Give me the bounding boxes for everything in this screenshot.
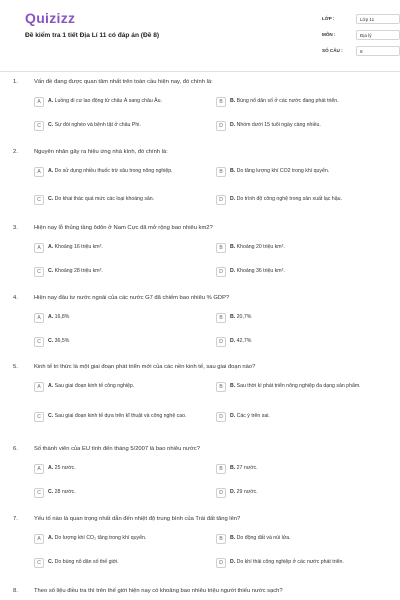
answer-option-d[interactable] (216, 558, 386, 568)
option-body: Sự đói nghèo và bệnh tật ở châu Phi. (54, 122, 141, 128)
option-letter-badge: B (216, 464, 226, 474)
meta-label: SỐ CÂU : (322, 48, 343, 53)
option-key: A. (48, 465, 54, 471)
option-text (48, 243, 103, 251)
option-key: A. (48, 535, 54, 541)
answer-option-d[interactable] (216, 337, 386, 347)
option-text (230, 267, 285, 275)
option-key: D. (230, 122, 236, 128)
answer-option-d[interactable] (216, 488, 386, 498)
option-body: Do trình độ công nghệ trong sản xuất lạc hậu. (236, 196, 342, 202)
option-letter-badge: A (34, 243, 44, 253)
answer-option-c[interactable] (34, 121, 204, 131)
answer-option-c[interactable] (34, 412, 204, 422)
option-key: A. (48, 244, 54, 250)
option-key: B. (230, 244, 236, 250)
question-number: 8. (13, 588, 18, 594)
answer-option-c[interactable] (34, 488, 204, 498)
option-letter-badge: A (34, 167, 44, 177)
option-letter-badge: B (216, 534, 226, 544)
subject-field: Địa lý (356, 30, 400, 40)
option-text (48, 313, 69, 321)
option-body: Khoảng 20 triệu km². (236, 244, 285, 250)
option-letter-badge: D (216, 412, 226, 422)
option-key: C. (48, 196, 54, 202)
option-key: A. (48, 168, 54, 174)
option-letter-badge: D (216, 337, 226, 347)
question-number: 4. (13, 295, 18, 301)
meta-row-count (322, 44, 400, 57)
option-body: Do động đất và núi lửa. (236, 535, 291, 541)
question-number: 6. (13, 446, 18, 452)
answer-option-b[interactable] (216, 243, 386, 253)
answer-option-d[interactable] (216, 195, 386, 205)
question-number: 7. (13, 516, 18, 522)
option-body: 36,5% (54, 338, 70, 344)
question-number: 3. (13, 225, 18, 231)
question-text: Yếu tố nào là quan trọng nhất dẫn đến nhiệt độ trung bình của Trái đất tăng lên? (34, 516, 241, 522)
option-body: Luồng di cư lao động từ châu Á sang châu Âu. (54, 98, 162, 104)
option-text (230, 167, 329, 175)
answer-option-d[interactable] (216, 121, 386, 131)
option-key: D. (230, 559, 236, 565)
quizizz-logo: Quizizz (25, 10, 76, 26)
option-body: Sau giai đoạn kinh tế công nghiệp. (54, 383, 135, 389)
option-key: D. (230, 196, 236, 202)
option-text (48, 534, 146, 542)
option-body: Nhóm dưới 15 tuổi ngày càng nhiều. (236, 122, 321, 128)
answer-option-b[interactable] (216, 97, 386, 107)
option-key: A. (48, 98, 54, 104)
option-text (48, 167, 173, 175)
answer-option-a[interactable] (34, 97, 204, 107)
answer-option-c[interactable] (34, 195, 204, 205)
option-key: D. (230, 489, 236, 495)
question-text: Theo số liệu điều tra thì trên thế giới hiện nay có khoảng bao nhiêu triệu người thiếu nước sạch? (34, 588, 283, 594)
option-body: 25 nước. (54, 465, 76, 471)
option-letter-badge: B (216, 167, 226, 177)
option-text (48, 488, 76, 496)
meta-label: MÔN : (322, 32, 336, 37)
answer-option-d[interactable] (216, 412, 386, 422)
question-text: Hiện nay lỗ thủng tầng ôdôn ở Nam Cực đã mở rộng bao nhiêu km2? (34, 225, 213, 231)
option-letter-badge: D (216, 121, 226, 131)
option-body: Các ý trên sai. (236, 413, 270, 419)
option-text (48, 121, 141, 129)
answer-option-b[interactable] (216, 534, 386, 544)
answer-option-c[interactable] (34, 558, 204, 568)
question-text: Số thành viên của EU tính đến tháng 5/2007 là bao nhiêu nước? (34, 446, 200, 452)
option-body: Do khai thác quá mức các loại khoáng sản. (54, 196, 155, 202)
worksheet-header (12, 0, 388, 62)
answer-option-a[interactable] (34, 534, 204, 544)
answer-option-c[interactable] (34, 337, 204, 347)
option-body: Sau giai đoạn kinh tế dựa trên kĩ thuật và công nghệ cao. (54, 413, 187, 419)
option-key: D. (230, 268, 236, 274)
class-field: Lớp 11 (356, 14, 400, 24)
option-letter-badge: A (34, 534, 44, 544)
option-letter-badge: C (34, 558, 44, 568)
option-body: Do tăng lượng khí CO2 trong khí quyển. (236, 168, 330, 174)
question-text: Hiện nay đầu tư nước ngoài của các nước G7 đã chiếm bao nhiêu % GDP? (34, 295, 230, 301)
option-body: 20,7% (236, 314, 252, 320)
option-text (230, 97, 339, 105)
header-divider (0, 71, 400, 72)
option-letter-badge: C (34, 267, 44, 277)
option-text (230, 313, 251, 321)
option-letter-badge: C (34, 488, 44, 498)
option-body: Do khí thải công nghiệp ở các nước phát triển. (236, 559, 344, 565)
meta-label: LỚP : (322, 16, 335, 21)
option-key: C. (48, 338, 54, 344)
question-number: 5. (13, 364, 18, 370)
option-letter-badge: D (216, 267, 226, 277)
option-key: B. (230, 98, 236, 104)
option-text (230, 382, 361, 390)
option-body: Do lượng khí CO₂ tăng trong khí quyển. (54, 535, 147, 541)
option-body: 16,8% (54, 314, 70, 320)
option-text (230, 121, 321, 129)
question-number: 1. (13, 79, 18, 85)
option-letter-badge: B (216, 313, 226, 323)
option-key: C. (48, 268, 54, 274)
option-text (230, 464, 258, 472)
option-text (230, 534, 291, 542)
meta-row-subject (322, 28, 400, 41)
option-body: 27 nước. (236, 465, 258, 471)
option-letter-badge: B (216, 97, 226, 107)
option-letter-badge: C (34, 121, 44, 131)
option-text (48, 195, 154, 203)
option-letter-badge: A (34, 464, 44, 474)
option-key: A. (48, 314, 54, 320)
option-letter-badge: B (216, 243, 226, 253)
option-text (48, 412, 186, 420)
option-body: 28 nước. (54, 489, 76, 495)
answer-option-b[interactable] (216, 382, 386, 392)
option-body: Do bùng nổ dân số thế giới. (54, 559, 119, 565)
option-body: 42,7% (236, 338, 252, 344)
option-text (230, 558, 344, 566)
option-letter-badge: D (216, 488, 226, 498)
option-key: A. (48, 383, 54, 389)
option-text (230, 243, 285, 251)
option-key: B. (230, 314, 236, 320)
option-text (48, 558, 119, 566)
option-key: B. (230, 465, 236, 471)
option-text (48, 267, 103, 275)
option-text (230, 412, 270, 420)
option-key: B. (230, 383, 236, 389)
option-body: Bùng nổ dân số ở các nước đang phát triển. (236, 98, 339, 104)
option-letter-badge: C (34, 412, 44, 422)
option-letter-badge: A (34, 313, 44, 323)
option-letter-badge: D (216, 558, 226, 568)
option-key: C. (48, 413, 54, 419)
question-text: Kinh tế tri thức là một giai đoạn phát triển mới của các nền kinh tế, sau giai đoạn nào? (34, 364, 256, 370)
option-body: Khoảng 16 triệu km². (54, 244, 103, 250)
option-key: D. (230, 413, 236, 419)
option-letter-badge: D (216, 195, 226, 205)
meta-panel (322, 12, 400, 60)
option-text (48, 382, 134, 390)
answer-option-a[interactable] (34, 382, 204, 392)
answer-option-b[interactable] (216, 313, 386, 323)
option-letter-badge: A (34, 97, 44, 107)
option-text (230, 488, 258, 496)
option-text (48, 464, 76, 472)
option-letter-badge: B (216, 382, 226, 392)
option-text (48, 97, 162, 105)
option-body: Sau thời kì phát triển nông nghiệp đa dạng sản phẩm. (236, 383, 361, 389)
option-letter-badge: C (34, 337, 44, 347)
option-letter-badge: C (34, 195, 44, 205)
answer-option-b[interactable] (216, 464, 386, 474)
option-text (48, 337, 69, 345)
answer-option-a[interactable] (34, 167, 204, 177)
worksheet-title: Đề kiểm tra 1 tiết Địa Lí 11 có đáp án (Đề 8) (25, 32, 160, 39)
answer-option-b[interactable] (216, 167, 386, 177)
question-text: Vấn đề đang được quan tâm nhất trên toàn cầu hiện nay, đó chính là: (34, 79, 213, 85)
option-text (230, 337, 251, 345)
answer-option-a[interactable] (34, 464, 204, 474)
answer-option-d[interactable] (216, 267, 386, 277)
question-count-field: 8 (356, 46, 400, 56)
option-key: C. (48, 559, 54, 565)
option-body: 29 nước. (236, 489, 258, 495)
answer-option-a[interactable] (34, 313, 204, 323)
option-body: Do sử dụng nhiều thuốc trừ sâu trong nông nghiệp. (54, 168, 173, 174)
option-key: B. (230, 168, 236, 174)
question-number: 2. (13, 149, 18, 155)
option-body: Khoảng 28 triệu km². (54, 268, 103, 274)
meta-row-class (322, 12, 400, 25)
option-key: D. (230, 338, 236, 344)
answer-option-a[interactable] (34, 243, 204, 253)
option-key: C. (48, 122, 54, 128)
option-body: Khoảng 36 triệu km². (236, 268, 285, 274)
option-letter-badge: A (34, 382, 44, 392)
option-key: C. (48, 489, 54, 495)
option-key: B. (230, 535, 236, 541)
answer-option-c[interactable] (34, 267, 204, 277)
question-text: Nguyên nhân gây ra hiệu ứng nhà kính, đó chính là: (34, 149, 168, 155)
option-text (230, 195, 342, 203)
